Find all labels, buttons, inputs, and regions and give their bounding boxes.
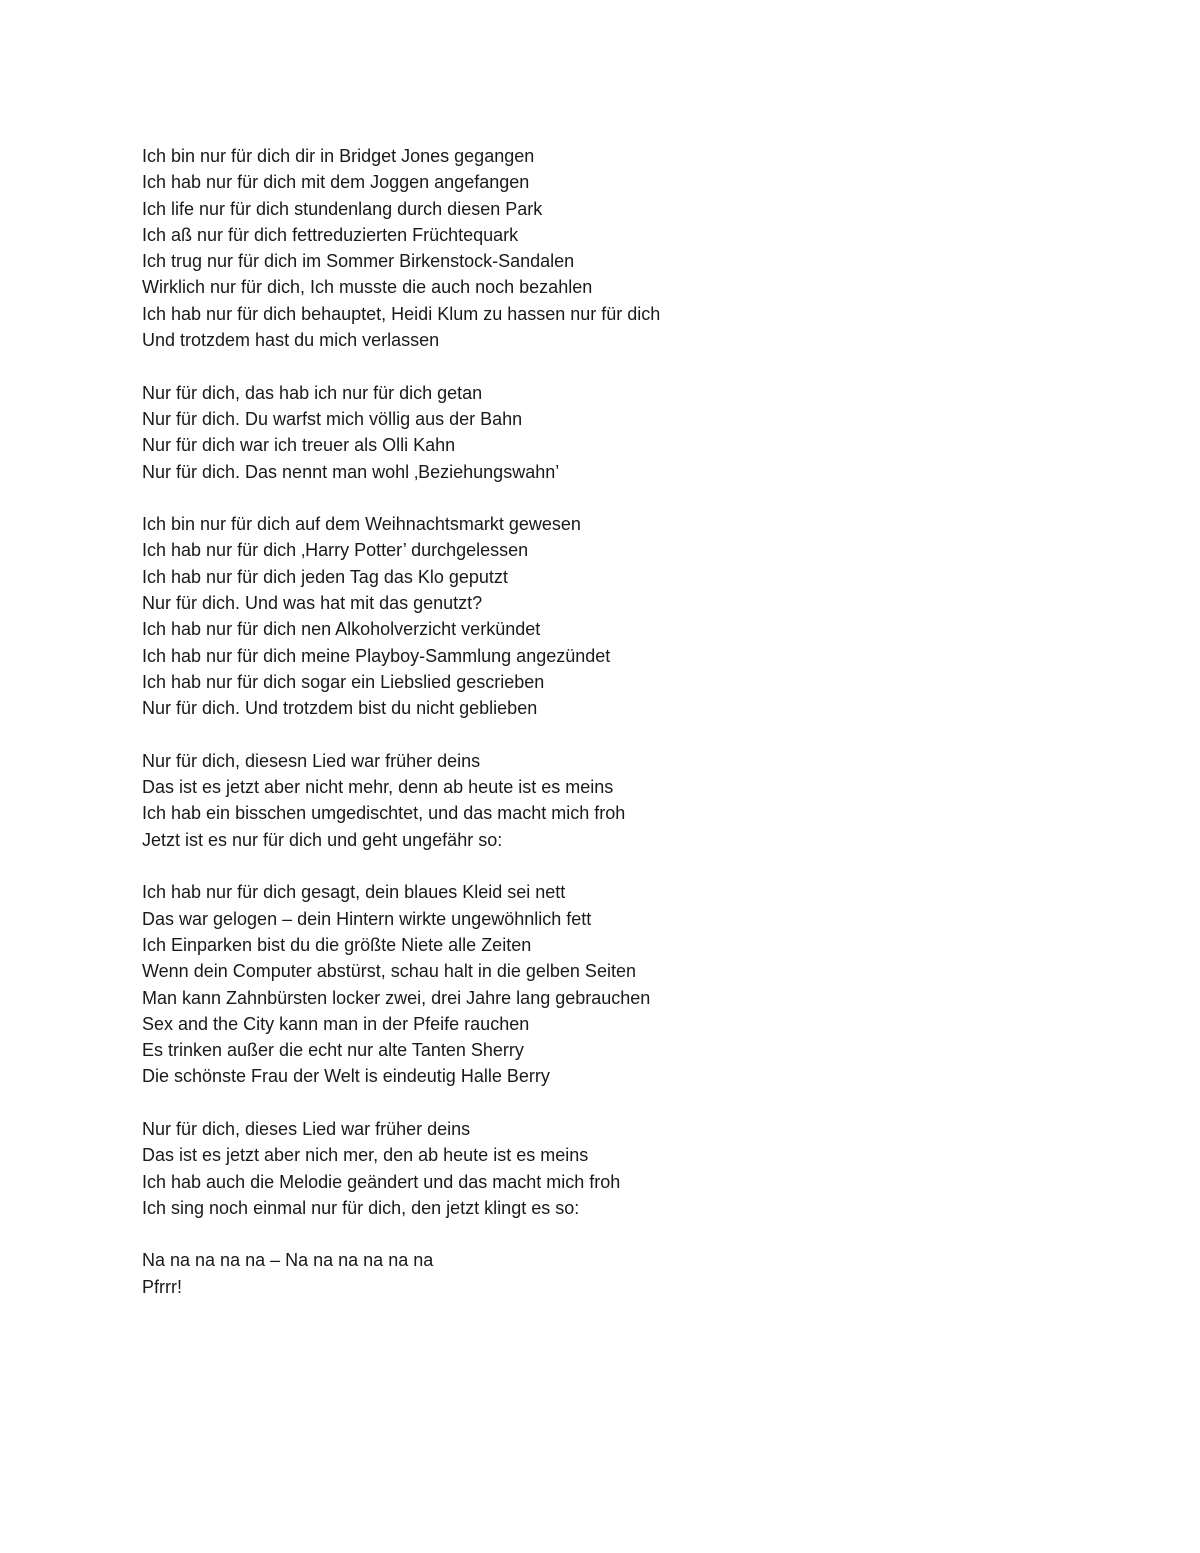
lyric-line: Es trinken außer die echt nur alte Tanten Sherry (142, 1040, 524, 1061)
lyric-line: Sex and the City kann man in der Pfeife rauchen (142, 1013, 530, 1034)
stanza (142, 511, 1142, 721)
lyric-line: Nur für dich, diesesn Lied war früher deins (142, 750, 481, 771)
lyric-line: Nur für dich. Du warfst mich völlig aus der Bahn (142, 408, 523, 429)
lyric-line: Ich hab nur für dich nen Alkoholverzicht verkündet (142, 619, 541, 640)
lyric-line: Die schönste Frau der Welt is eindeutig Halle Berry (142, 1066, 550, 1087)
lyric-line: Ich bin nur für dich dir in Bridget Jones gegangen (142, 146, 535, 166)
lyric-line: Ich hab nur für dich ‚Harry Potter’ durchgelessen (142, 540, 529, 561)
lyric-line: Ich hab auch die Melodie geändert und das macht mich froh (142, 1171, 621, 1192)
lyric-line: Ich hab ein bisschen umgedischtet, und das macht mich froh (142, 803, 626, 824)
lyric-line: Ich sing noch einmal nur für dich, den jetzt klingt es so: (142, 1197, 580, 1218)
lyric-line: Das ist es jetzt aber nicht mehr, denn ab heute ist es meins (142, 777, 614, 798)
lyric-line: Ich hab nur für dich gesagt, dein blaues Kleid sei nett (142, 882, 566, 903)
lyric-line: Das ist es jetzt aber nich mer, den ab heute ist es meins (142, 1145, 589, 1166)
lyric-line: Das war gelogen – dein Hintern wirkte ungewöhnlich fett (142, 908, 592, 929)
stanza (142, 879, 1142, 1089)
lyric-line: Wirklich nur für dich, Ich musste die auch noch bezahlen (142, 277, 593, 298)
stanza (142, 1116, 1142, 1221)
lyric-line: Ich aß nur für dich fettreduzierten Früchtequark (142, 224, 519, 245)
lyric-line: Pfrrr! (142, 1276, 182, 1297)
lyric-line: Ich Einparken bist du die größte Niete alle Zeiten (142, 934, 532, 955)
lyric-line: Ich life nur für dich stundenlang durch diesen Park (142, 198, 543, 219)
lyric-line: Ich trug nur für dich im Sommer Birkenstock-Sandalen (142, 251, 575, 272)
lyric-line: Ich hab nur für dich meine Playboy-Sammlung angezündet (142, 645, 611, 666)
lyric-line: Nur für dich, dieses Lied war früher deins (142, 1118, 471, 1139)
lyric-line: Nur für dich war ich treuer als Olli Kahn (142, 435, 456, 456)
lyric-line: Ich hab nur für dich mit dem Joggen angefangen (142, 172, 530, 193)
stanza (142, 1247, 1142, 1300)
stanza (142, 748, 1142, 853)
lyric-line: Man kann Zahnbürsten locker zwei, drei Jahre lang gebrauchen (142, 987, 651, 1008)
lyric-line: Nur für dich. Das nennt man wohl ‚Beziehungswahn’ (142, 461, 560, 482)
lyric-line: Nur für dich. Und trotzdem bist du nicht geblieben (142, 698, 538, 719)
lyric-line: Ich hab nur für dich sogar ein Liebslied gescrieben (142, 671, 545, 692)
lyrics-document (142, 143, 1142, 1326)
lyric-line: Und trotzdem hast du mich verlassen (142, 330, 440, 351)
lyric-line: Na na na na na – Na na na na na na (142, 1250, 434, 1271)
stanza (142, 143, 1142, 353)
lyric-line: Ich bin nur für dich auf dem Weihnachtsmarkt gewesen (142, 514, 581, 535)
lyric-line: Nur für dich. Und was hat mit das genutzt? (142, 593, 483, 614)
lyric-line: Wenn dein Computer abstürst, schau halt in die gelben Seiten (142, 961, 636, 982)
lyric-line: Nur für dich, das hab ich nur für dich getan (142, 382, 483, 403)
lyric-line: Ich hab nur für dich behauptet, Heidi Klum zu hassen nur für dich (142, 303, 661, 324)
lyric-line: Ich hab nur für dich jeden Tag das Klo geputzt (142, 566, 508, 587)
stanza (142, 380, 1142, 485)
lyric-line: Jetzt ist es nur für dich und geht ungefähr so: (142, 829, 503, 850)
